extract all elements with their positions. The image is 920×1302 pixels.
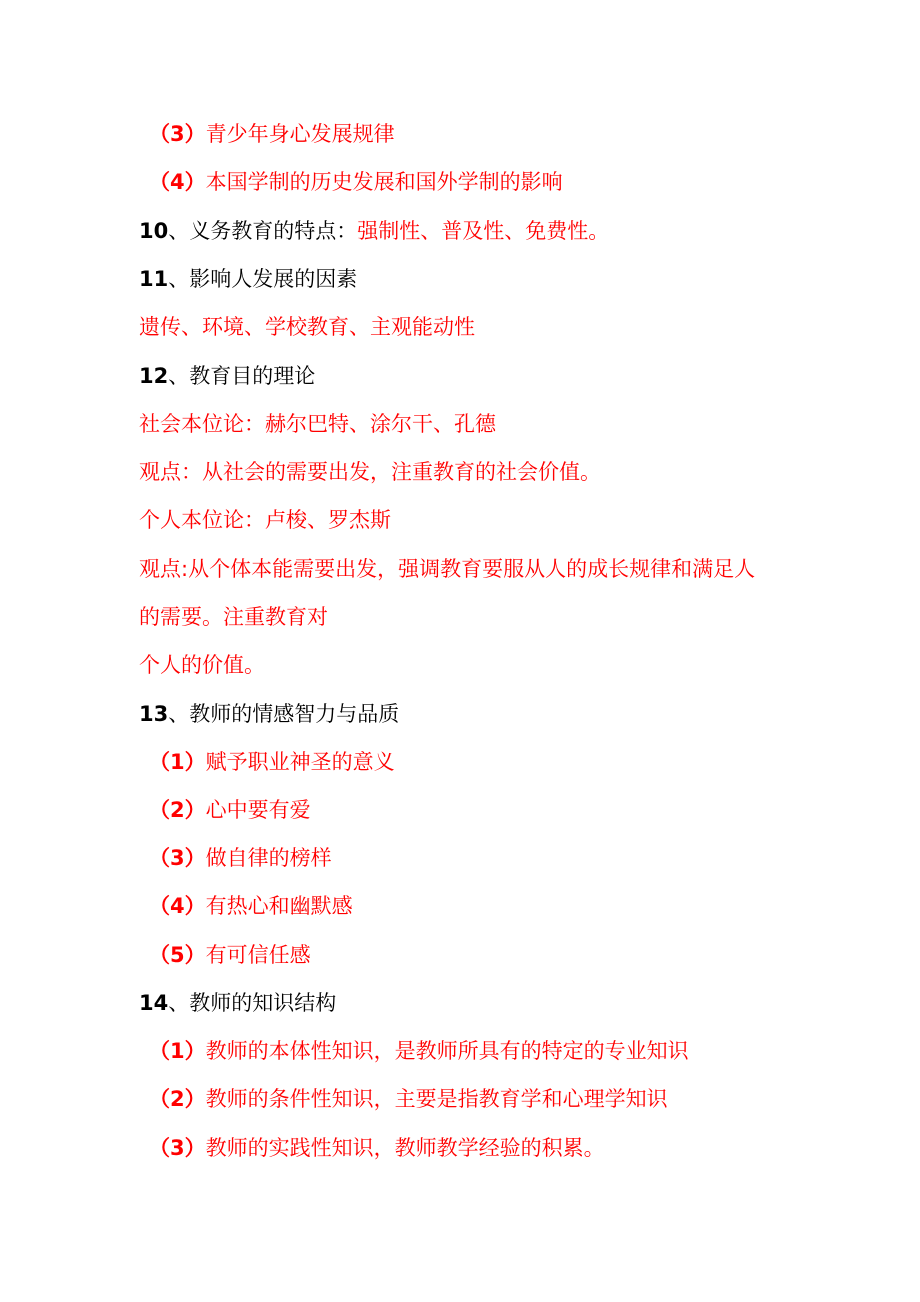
heading-number: 13 bbox=[139, 702, 169, 726]
list-item bbox=[149, 118, 809, 150]
answer-text: 遗传、环境、学校教育、主观能动性 bbox=[139, 315, 475, 339]
list-item bbox=[149, 166, 809, 198]
item-number: （1） bbox=[149, 1039, 206, 1063]
answer-text: 观点:从个体本能需要出发，强调教育要服从人的成长规律和满足人 bbox=[139, 557, 756, 581]
item-text: 心中要有爱 bbox=[205, 798, 311, 822]
item-text: 有可信任感 bbox=[205, 943, 311, 967]
item-text: 有热心和幽默感 bbox=[205, 894, 353, 918]
list-item bbox=[149, 746, 809, 778]
item-number: （3） bbox=[149, 122, 206, 146]
heading-text: 教师的情感智力与品质 bbox=[189, 702, 400, 726]
heading-separator: 、 bbox=[168, 702, 190, 726]
answer-text: 的需要。注重教育对 bbox=[139, 605, 328, 629]
answer-text: 观点：从社会的需要出发，注重教育的社会价值。 bbox=[139, 460, 601, 484]
list-item bbox=[149, 842, 809, 874]
answer-text: 社会本位论：赫尔巴特、涂尔干、孔德 bbox=[139, 412, 496, 436]
heading-answer: 强制性、普及性、免费性。 bbox=[357, 219, 610, 243]
list-item bbox=[149, 1083, 809, 1115]
section-heading bbox=[139, 263, 799, 295]
heading-text: 影响人发展的因素 bbox=[189, 267, 358, 291]
item-text: 教师的实践性知识，教师教学经验的积累。 bbox=[205, 1136, 605, 1160]
section-heading bbox=[139, 360, 799, 392]
item-number: （1） bbox=[149, 750, 206, 774]
item-number: （2） bbox=[149, 1087, 206, 1111]
heading-text: 义务教育的特点： bbox=[189, 219, 358, 243]
list-item bbox=[149, 794, 809, 826]
list-item bbox=[149, 1035, 809, 1067]
heading-number: 10 bbox=[139, 219, 169, 243]
heading-number: 14 bbox=[139, 991, 169, 1015]
answer-text: 个人的价值。 bbox=[139, 653, 265, 677]
item-number: （4） bbox=[149, 894, 206, 918]
list-item bbox=[149, 890, 809, 922]
answer-text: 个人本位论：卢梭、罗杰斯 bbox=[139, 508, 391, 532]
heading-separator: 、 bbox=[168, 219, 190, 243]
item-text: 本国学制的历史发展和国外学制的影响 bbox=[205, 170, 563, 194]
section-heading bbox=[139, 987, 799, 1019]
heading-separator: 、 bbox=[168, 364, 190, 388]
heading-separator: 、 bbox=[168, 991, 190, 1015]
item-text: 教师的本体性知识，是教师所具有的特定的专业知识 bbox=[205, 1039, 689, 1063]
heading-text: 教师的知识结构 bbox=[189, 991, 337, 1015]
item-text: 教师的条件性知识，主要是指教育学和心理学知识 bbox=[205, 1087, 668, 1111]
heading-text: 教育目的理论 bbox=[189, 364, 316, 388]
item-number: （3） bbox=[149, 846, 206, 870]
item-text: 赋予职业神圣的意义 bbox=[205, 750, 395, 774]
heading-number: 11 bbox=[139, 267, 169, 291]
list-item bbox=[149, 1132, 809, 1164]
item-number: （4） bbox=[149, 170, 206, 194]
item-text: 青少年身心发展规律 bbox=[205, 122, 395, 146]
item-number: （5） bbox=[149, 943, 206, 967]
section-heading bbox=[139, 215, 799, 247]
heading-separator: 、 bbox=[168, 267, 190, 291]
item-text: 做自律的榜样 bbox=[205, 846, 332, 870]
section-heading bbox=[139, 698, 799, 730]
item-number: （2） bbox=[149, 798, 206, 822]
heading-number: 12 bbox=[139, 364, 169, 388]
list-item bbox=[149, 939, 809, 971]
item-number: （3） bbox=[149, 1136, 206, 1160]
